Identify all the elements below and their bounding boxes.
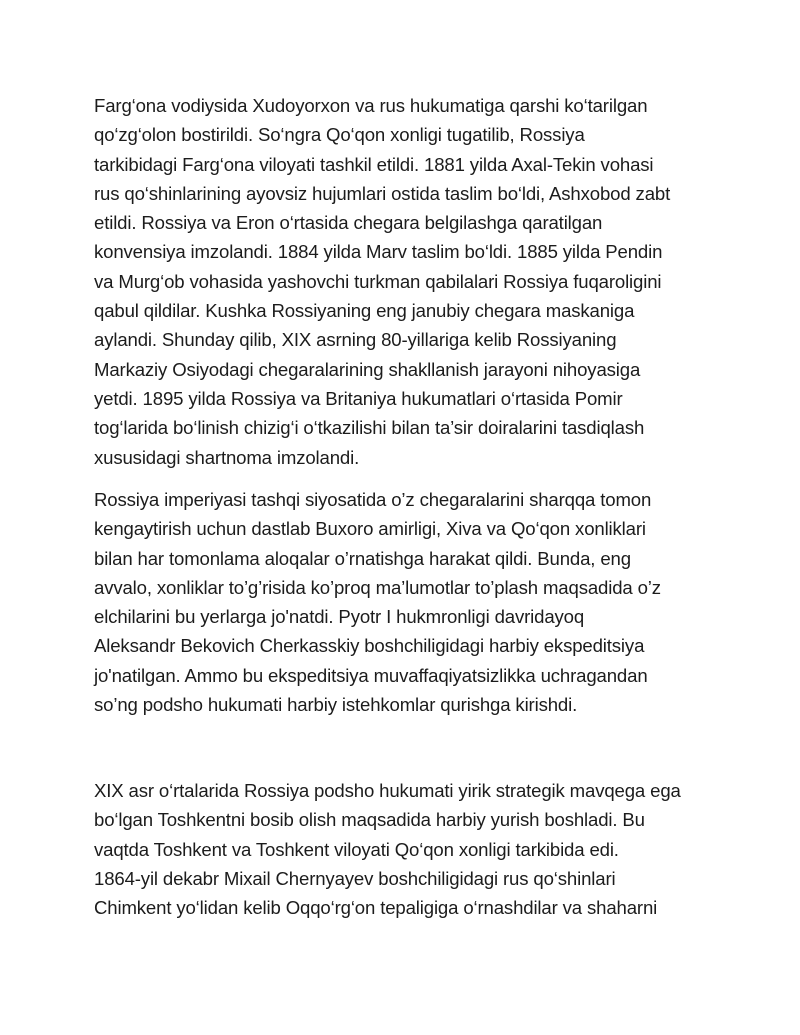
text-line: elchilarini bu yerlarga jo'natdi. Pyotr I hukmronligi davridayoq	[94, 606, 585, 628]
text-line: bo‘lgan Toshkentni bosib olish maqsadida harbiy yurish boshladi. Bu	[94, 809, 645, 831]
text-line: xususidagi shartnoma imzolandi.	[94, 446, 360, 468]
paragraph-russian-foreign-policy	[94, 485, 716, 719]
text-line: XIX asr o‘rtalarida Rossiya podsho hukumati yirik strategik mavqega ega	[94, 780, 681, 801]
text-line: Aleksandr Bekovich Cherkasskiy boshchiligidagi harbiy ekspeditsiya	[94, 635, 645, 657]
text-line: aylandi. Shunday qilib, XIX asrning 80-yillariga kelib Rossiyaning	[94, 329, 617, 351]
text-line: bilan har tomonlama aloqalar o’rnatishga harakat qildi. Bunda, eng	[94, 547, 631, 569]
text-line: yetdi. 1895 yilda Rossiya va Britaniya hukumatlari o‘rtasida Pomir	[94, 387, 623, 409]
text-line: 1864-yil dekabr Mixail Chernyayev boshchiligidagi rus qo‘shinlari	[94, 867, 616, 889]
text-line: qabul qildilar. Kushka Rossiyaning eng janubiy chegara maskaniga	[94, 300, 635, 322]
text-line: konvensiya imzolandi. 1884 yilda Marv taslim bo‘ldi. 1885 yilda Pendin	[94, 241, 663, 263]
text-line: Farg‘ona vodiysida Xudoyorxon va rus hukumatiga qarshi ko‘tarilgan	[94, 95, 648, 116]
text-line: Markaziy Osiyodagi chegaralarining shakllanish jarayoni nihoyasiga	[94, 358, 641, 380]
text-line: rus qo‘shinlarining ayovsiz hujumlari ostida taslim bo‘ldi, Ashxobod zabt	[94, 182, 671, 204]
text-line: tog‘larida bo‘linish chizig‘i o‘tkazilishi bilan ta’sir doiralarini tasdiqlash	[94, 417, 645, 439]
text-line: qo‘zg‘olon bostirildi. So‘ngra Qo‘qon xonligi tugatilib, Rossiya	[94, 124, 585, 146]
text-line: tarkibidagi Farg‘ona viloyati tashkil etildi. 1881 yilda Axal-Tekin vohasi	[94, 153, 654, 175]
text-line: vaqtda Toshkent va Toshkent viloyati Qo‘qon xonligi tarkibida edi.	[94, 838, 619, 860]
text-line: Chimkent yo‘lidan kelib Oqqo‘rg‘on tepaligiga o‘rnashdilar va shaharni	[94, 897, 658, 919]
text-line: avvalo, xonliklar to’g’risida ko’proq ma’lumotlar to’plash maqsadida o’z	[94, 576, 661, 598]
paragraph-fergana-conquest	[94, 91, 716, 472]
text-line: Rossiya imperiyasi tashqi siyosatida o’z chegaralarini sharqqa tomon	[94, 489, 652, 510]
text-line: jo'natilgan. Ammo bu ekspeditsiya muvaffaqiyatsizlikka uchragandan	[94, 664, 648, 686]
text-line: so’ng podsho hukumati harbiy istehkomlar qurishga kirishdi.	[94, 694, 578, 716]
paragraph-tashkent-campaign	[94, 776, 716, 922]
text-line: etildi. Rossiya va Eron o‘rtasida chegara belgilashga qaratilgan	[94, 212, 603, 234]
text-line: kengaytirish uchun dastlab Buxoro amirligi, Xiva va Qo‘qon xonliklari	[94, 518, 646, 540]
text-line: va Murg‘ob vohasida yashovchi turkman qabilalari Rossiya fuqaroligini	[94, 270, 662, 292]
